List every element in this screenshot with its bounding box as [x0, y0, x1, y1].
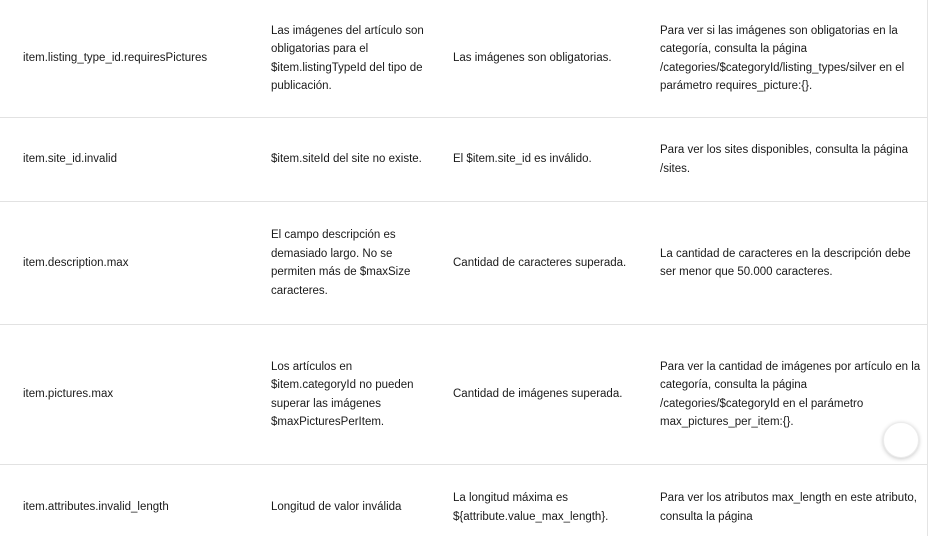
- floating-circle-button[interactable]: [883, 422, 919, 458]
- error-solution-cell: Para ver los atributos max_length en este atributo, consulta la página: [660, 492, 917, 523]
- error-message-cell: $item.siteId del site no existe.: [271, 153, 422, 166]
- error-description-cell: Las imágenes son obligatorias.: [453, 52, 612, 65]
- error-description-cell: El $item.site_id es inválido.: [453, 153, 592, 166]
- error-description-cell: Cantidad de caracteres superada.: [453, 256, 627, 269]
- table-row: [0, 0, 928, 118]
- error-message-cell: Las imágenes del artículo son obligatorias para el $item.listingTypeId del tipo de publicación.: [271, 24, 424, 92]
- table-row: [0, 202, 928, 325]
- error-code-cell: item.site_id.invalid: [23, 153, 117, 166]
- table-row: [0, 325, 928, 465]
- error-description-cell: Cantidad de imágenes superada.: [453, 388, 623, 401]
- error-message-cell: Longitud de valor inválida: [271, 501, 402, 514]
- table-row: [0, 465, 928, 536]
- error-code-cell: item.pictures.max: [23, 388, 114, 401]
- error-code-cell: item.description.max: [23, 256, 129, 269]
- error-solution-cell: Para ver los sites disponibles, consulta la página /sites.: [660, 144, 909, 175]
- error-message-cell: Los artículos en $item.categoryId no pueden superar las imágenes $maxPicturesPerItem.: [271, 360, 414, 428]
- error-solution-cell: Para ver la cantidad de imágenes por artículo en la categoría, consulta la página /categories/$categoryId en el parámetro max_pictures_per_item:{}.: [660, 360, 921, 428]
- error-solution-cell: La cantidad de caracteres en la descripción debe ser menor que 50.000 caracteres.: [660, 247, 911, 278]
- error-code-cell: item.listing_type_id.requiresPictures: [23, 52, 208, 65]
- error-code-cell: item.attributes.invalid_length: [23, 501, 169, 514]
- table-right-border: [927, 0, 928, 536]
- error-message-cell: El campo descripción es demasiado largo. No se permiten más de $maxSize caracteres.: [271, 229, 411, 297]
- error-description-cell: La longitud máxima es ${attribute.value_max_length}.: [453, 492, 609, 523]
- error-solution-cell: Para ver si las imágenes son obligatorias en la categoría, consulta la página /categories/$categoryId/listing_types/silver en el parámetro requires_picture:{}.: [660, 24, 905, 92]
- table-row: [0, 118, 928, 202]
